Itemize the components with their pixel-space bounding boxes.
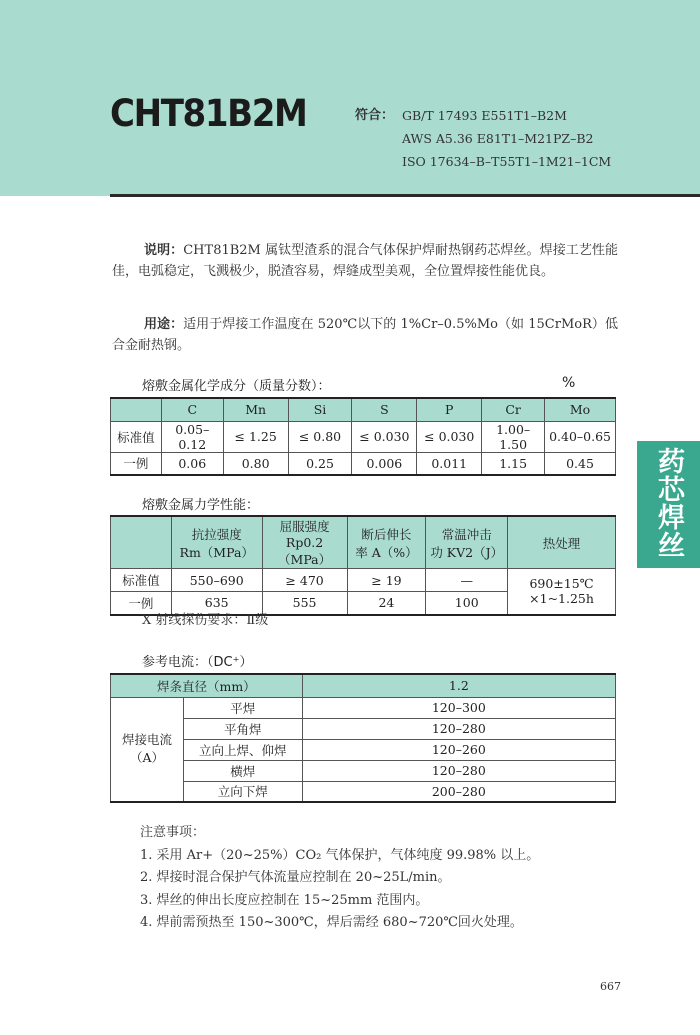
table-row [111,718,616,739]
table-row [111,781,616,802]
chemical-composition-table [110,397,616,476]
table-cell: ≥ 470 [262,569,347,592]
category-label: 药芯焊丝 [653,447,684,559]
table-cell: ≤ 0.80 [288,421,352,452]
standards-label: 符合： [355,108,395,123]
heat-treatment-cell: 690±15℃ ×1~1.25h [508,569,616,615]
table-cell: 0.45 [545,452,616,475]
note-item: 1. 采用 Ar+（20~25%）CO₂ 气体保护，气体纯度 99.98% 以上。 [140,847,540,863]
table-cell: 0.80 [223,452,288,475]
table-cell: 635 [171,592,262,615]
table-cell: 0.40–0.65 [545,421,616,452]
table-cell: 120–300 [302,697,615,718]
table-row [111,697,616,718]
table-cell: 横焊 [183,760,302,781]
table-cell: 555 [262,592,347,615]
header-cell: C [161,398,223,421]
xray-requirement: X 射线探伤要求：Ⅱ级 [142,613,269,628]
category-side-tab [637,441,700,568]
chemical-section-title: 熔敷金属化学成分（质量分数）： [142,379,331,394]
header-cell: Mn [223,398,288,421]
standard-item: AWS A5.36 E81T1–M21PZ–B2 [402,131,594,146]
table-cell: 立向上焊、仰焊 [183,739,302,760]
current-group-cell [111,697,184,802]
table-row [111,760,616,781]
usage-paragraph [112,314,618,356]
table-cell: 一例 [111,592,172,615]
standard-item: ISO 17634–B–T55T1–1M21–1CM [402,154,612,169]
header-cell: Si [288,398,352,421]
table-cell: 1.15 [482,452,545,475]
table-cell: 一例 [111,452,162,475]
description-paragraph [112,240,618,282]
note-item: 4. 焊前需预热至 150~300℃，焊后需经 680~720℃回火处理。 [140,915,523,930]
table-cell: 120–280 [302,718,615,739]
table-cell: 平焊 [183,697,302,718]
table-cell: 标准值 [111,569,172,592]
table-cell: 0.011 [417,452,482,475]
group-unit: （A） [129,750,164,766]
table-cell: 0.006 [352,452,417,475]
table-cell: 120–260 [302,739,615,760]
table-cell: 24 [347,592,426,615]
table-cell: ≤ 0.030 [352,421,417,452]
usage-label: 用途： [144,317,184,332]
table-cell: 平角焊 [183,718,302,739]
header-line: 常温冲击 [441,526,492,542]
header-cell: P [417,398,482,421]
header-cell: S [352,398,417,421]
table-cell: 0.06 [161,452,223,475]
table-cell: 标准值 [111,421,162,452]
header-cell [262,516,347,569]
mechanical-section-title: 熔敷金属力学性能： [142,498,260,513]
table-header-row [111,398,616,421]
table-header-row [111,516,616,569]
header-cell: Mo [545,398,616,421]
table-cell: 1.00–1.50 [482,421,545,452]
header-cell [111,516,172,569]
header-divider [110,194,700,197]
product-model-title: CHT81B2M [110,92,307,135]
header-cell: 热处理 [508,516,616,569]
table-cell: 200–280 [302,781,615,802]
notes-title: 注意事项： [140,825,206,840]
table-cell: 120–280 [302,760,615,781]
table-cell: 550–690 [171,569,262,592]
note-item: 2. 焊接时混合保护气体流量应控制在 20~25L/min。 [140,870,451,885]
table-cell: — [426,569,508,592]
standards-list [402,104,611,173]
table-cell: ≤ 1.25 [223,421,288,452]
header-line: Rm（MPa） [179,544,254,560]
table-row [111,739,616,760]
table-cell: ≥ 19 [347,569,426,592]
page-number: 667 [600,980,621,993]
table-cell: 0.25 [288,452,352,475]
header-cell: Cr [482,398,545,421]
reference-current-table [110,673,616,803]
header-cell [347,516,426,569]
header-line: Rp0.2（MPa） [278,535,332,567]
group-label: 焊接电流 [121,732,172,748]
current-section-title: 参考电流：（DC⁺） [142,655,253,670]
header-cell [171,516,262,569]
description-label: 说明： [144,243,184,258]
chemical-unit: % [562,375,576,391]
header-cell: 1.2 [302,674,615,697]
header-line: 率 A（%） [355,544,418,560]
table-cell: 0.05–0.12 [161,421,223,452]
header-cell [426,516,508,569]
notes-section [140,822,539,935]
header-line: 抗拉强度 [191,526,242,542]
header-cell [111,398,162,421]
table-row [111,452,616,475]
table-row [111,421,616,452]
standard-item: GB/T 17493 E551T1–B2M [402,108,567,123]
table-cell: ≤ 0.030 [417,421,482,452]
mechanical-properties-table [110,515,616,616]
header-line: 屈服强度 [279,519,330,534]
note-item: 3. 焊丝的伸出长度应控制在 15~25mm 范围内。 [140,892,429,908]
usage-text: 适用于焊接工作温度在 520℃以下的 1%Cr–0.5%Mo（如 15CrMoR）低合金耐热钢。 [112,317,618,353]
header-cell: 焊条直径（mm） [111,674,303,697]
table-header-row [111,674,616,697]
table-row [111,569,616,592]
table-cell: 立向下焊 [183,781,302,802]
header-line: 断后伸长 [361,526,412,542]
description-text: CHT81B2M 属钛型渣系的混合气体保护焊耐热钢药芯焊丝。焊接工艺性能佳，电弧稳定，飞溅极少，脱渣容易，焊缝成型美观，全位置焊接性能优良。 [112,243,618,279]
header-line: 功 KV2（J） [430,544,504,560]
table-cell: 100 [426,592,508,615]
